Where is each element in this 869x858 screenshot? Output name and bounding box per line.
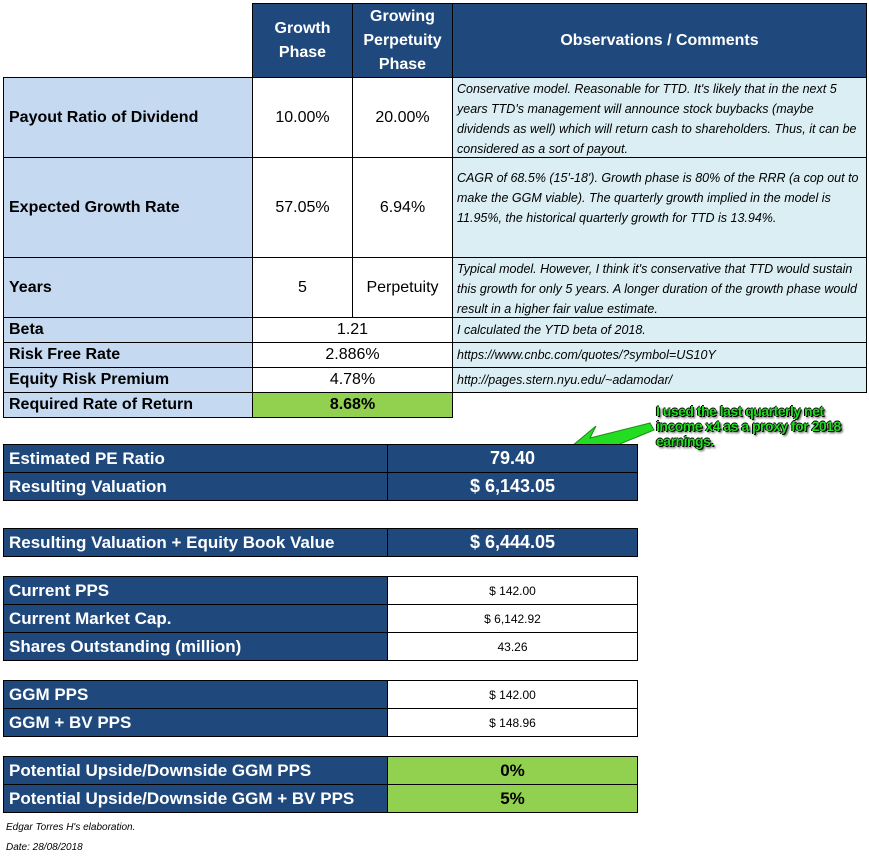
upside-ggm-bv-label: Potential Upside/Downside GGM + BV PPS [3, 784, 388, 813]
resulting-valuation-value: $ 6,143.05 [387, 472, 638, 501]
pe-ratio-label: Estimated PE Ratio [3, 444, 388, 473]
row-label-required-return: Required Rate of Return [3, 392, 253, 418]
shares-outstanding-label: Shares Outstanding (million) [3, 632, 388, 661]
risk-free-comment[interactable]: https://www.cnbc.com/quotes/?symbol=US10Y [452, 342, 867, 368]
valuation-bv-value: $ 6,444.05 [387, 528, 638, 557]
resulting-valuation-label: Resulting Valuation [3, 472, 388, 501]
market-cap-value: $ 6,142.92 [387, 604, 638, 633]
footer-date: Date: 28/08/2018 [6, 842, 83, 853]
market-cap-label: Current Market Cap. [3, 604, 388, 633]
shares-outstanding-value: 43.26 [387, 632, 638, 661]
equity-risk-comment[interactable]: http://pages.stern.nyu.edu/~adamodar/ [452, 367, 867, 393]
years-comment: Typical model. However, I think it's conservative that TTD would sustain this growth for only 5 years. A longer duration of the growth phase would result in a higher fair value estimate. [452, 257, 867, 318]
pe-ratio-value: 79.40 [387, 444, 638, 473]
years-perpetuity: Perpetuity [352, 257, 453, 318]
ggm-bv-pps-label: GGM + BV PPS [3, 708, 388, 737]
growth-rate-perpetuity: 6.94% [352, 157, 453, 258]
risk-free-value: 2.886% [252, 342, 453, 368]
upside-ggm-value: 0% [387, 756, 638, 785]
growth-rate-growth: 57.05% [252, 157, 353, 258]
row-label-payout: Payout Ratio of Dividend [3, 77, 253, 158]
payout-growth: 10.00% [252, 77, 353, 158]
row-label-risk-free: Risk Free Rate [3, 342, 253, 368]
header-observations: Observations / Comments [452, 3, 867, 78]
ggm-pps-label: GGM PPS [3, 680, 388, 709]
payout-comment: Conservative model. Reasonable for TTD. It's likely that in the next 5 years TTD's management will announce stock buybacks (maybe dividends as well) which will return cash to shareholders. Thus, it can be considered as a sort of payout. [452, 77, 867, 158]
header-growth-phase: Growth Phase [252, 3, 353, 78]
header-perpetuity-phase: Growing Perpetuity Phase [352, 3, 453, 78]
row-label-growth-rate: Expected Growth Rate [3, 157, 253, 258]
current-pps-label: Current PPS [3, 576, 388, 605]
valuation-bv-label: Resulting Valuation + Equity Book Value [3, 528, 388, 557]
years-growth: 5 [252, 257, 353, 318]
footer-author: Edgar Torres H's elaboration. [6, 822, 136, 833]
row-label-beta: Beta [3, 317, 253, 343]
beta-comment: I calculated the YTD beta of 2018. [452, 317, 867, 343]
upside-ggm-label: Potential Upside/Downside GGM PPS [3, 756, 388, 785]
ggm-bv-pps-value: $ 148.96 [387, 708, 638, 737]
payout-perpetuity: 20.00% [352, 77, 453, 158]
growth-rate-comment: CAGR of 68.5% (15'-18'). Growth phase is 80% of the RRR (a cop out to make the GGM viable). The quarterly growth implied in the model is 11.95%, the historical quarterly growth for TTD is 13.94%. [452, 157, 867, 258]
row-label-years: Years [3, 257, 253, 318]
row-label-equity-risk: Equity Risk Premium [3, 367, 253, 393]
current-pps-value: $ 142.00 [387, 576, 638, 605]
ggm-pps-value: $ 142.00 [387, 680, 638, 709]
required-return-value: 8.68% [252, 392, 453, 418]
upside-ggm-bv-value: 5% [387, 784, 638, 813]
equity-risk-value: 4.78% [252, 367, 453, 393]
beta-value: 1.21 [252, 317, 453, 343]
annotation-note: I used the last quarterly net income x4 as a proxy for 2018 earnings. [656, 403, 841, 449]
